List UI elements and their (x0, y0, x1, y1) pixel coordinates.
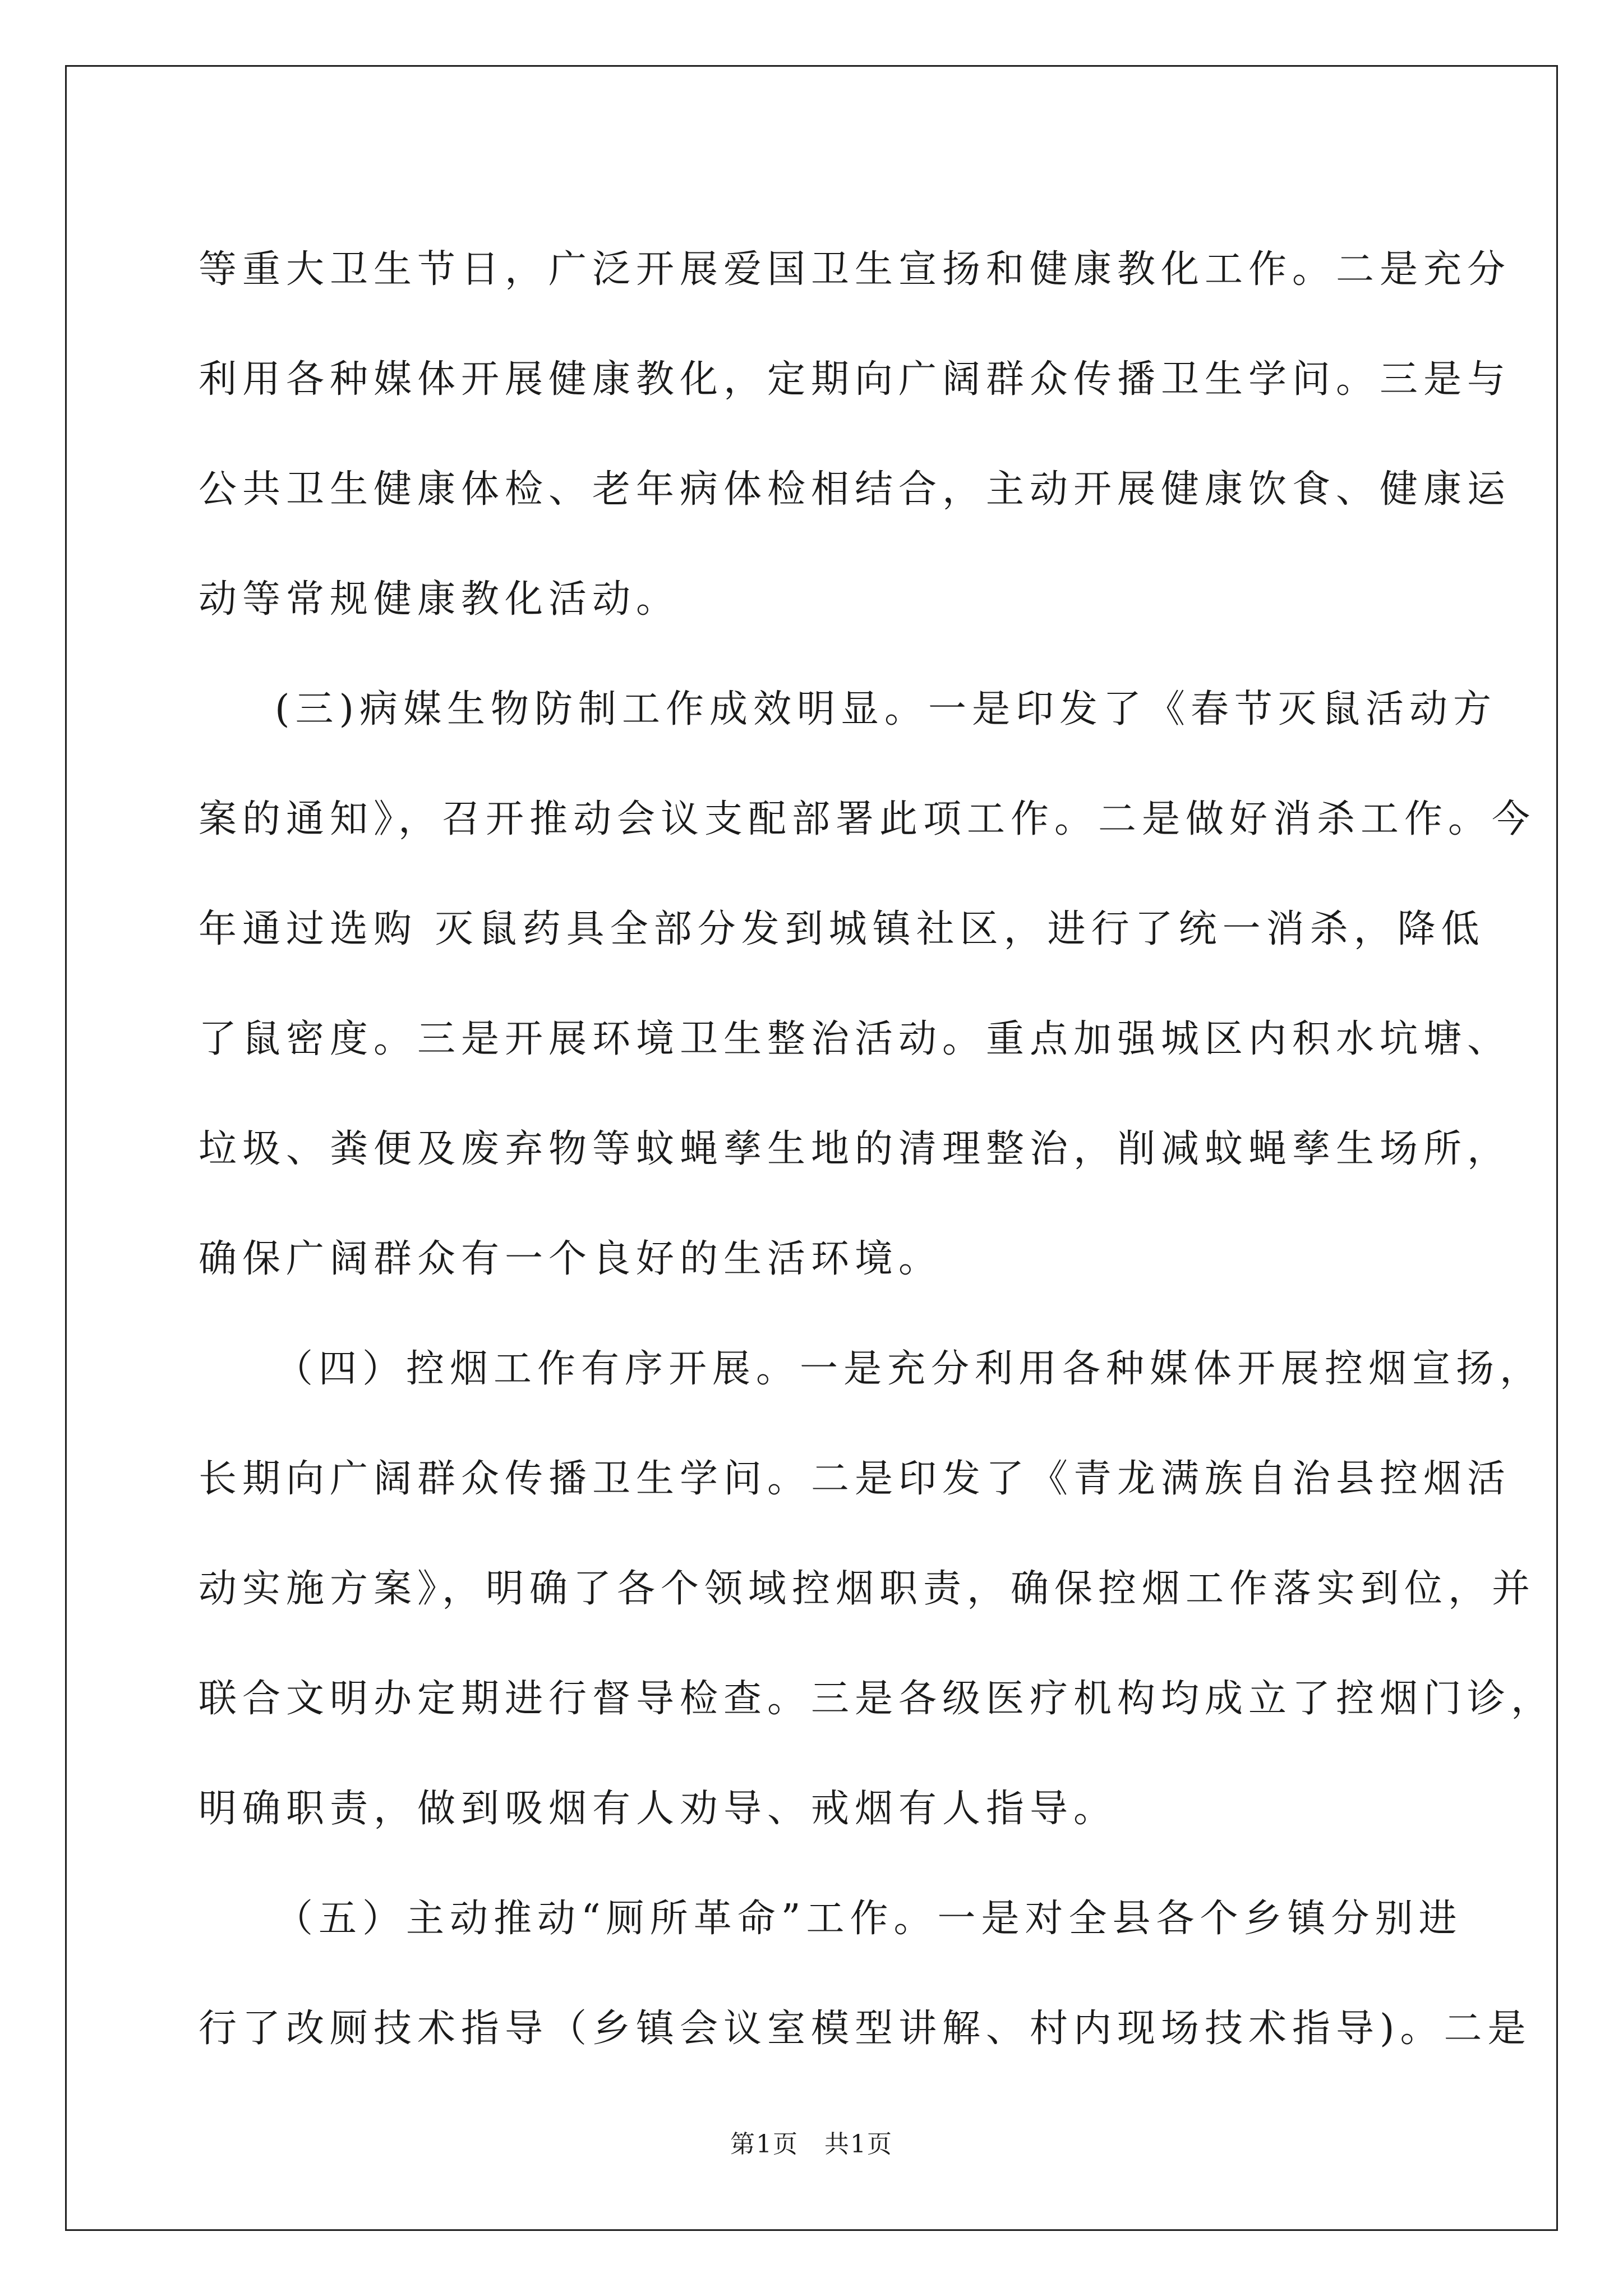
text-line: （五）主动推动“厕所革命”工作。一是对全县各个乡镇分别进 (275, 1897, 1463, 1941)
text-line: 垃圾、粪便及废弃物等蚊蝇孳生地的清理整治，削减蚊蝇孳生场所， (199, 1127, 1511, 1171)
text-line: 公共卫生健康体检、老年病体检相结合，主动开展健康饮食、健康运 (199, 467, 1511, 512)
paragraph-1 (199, 215, 1511, 655)
paragraph-4 (199, 1864, 1532, 2084)
text-line: （四）控烟工作有序开展。一是充分利用各种媒体开展控烟宣扬， (275, 1347, 1544, 1391)
text-line: (三)病媒生物防制工作成效明显。一是印发了《春节灭鼠活动方 (275, 687, 1497, 731)
text-line: 案的通知》，召开推动会议支配部署此项工作。二是做好消杀工作。今 (199, 797, 1536, 841)
document-body (199, 215, 1555, 2084)
text-line: 联合文明办定期进行督导检查。三是各级医疗机构均成立了控烟门诊， (199, 1677, 1555, 1721)
paragraph-2 (199, 655, 1536, 1314)
page-footer: 第1页 共1页 (730, 2130, 893, 2159)
text-line: 确保广阔群众有一个良好的生活环境。 (199, 1237, 943, 1281)
text-line: 明确职责，做到吸烟有人劝导、戒烟有人指导。 (199, 1787, 1118, 1831)
text-line: 了鼠密度。三是开展环境卫生整治活动。重点加强城区内积水坑塘、 (199, 1017, 1511, 1061)
text-line: 长期向广阔群众传播卫生学问。二是印发了《青龙满族自治县控烟活 (199, 1457, 1511, 1501)
text-line: 等重大卫生节日，广泛开展爱国卫生宣扬和健康教化工作。二是充分 (199, 247, 1511, 292)
text-line: 行了改厕技术指导（乡镇会议室模型讲解、村内现场技术指导)。二是 (199, 2007, 1532, 2051)
paragraph-3 (199, 1314, 1555, 1864)
text-line: 动等常规健康教化活动。 (199, 577, 680, 622)
text-line: 动实施方案》，明确了各个领域控烟职责，确保控烟工作落实到位，并 (199, 1567, 1536, 1611)
text-line: 年通过选购 灭鼠药具全部分发到城镇社区，进行了统一消杀，降低 (199, 907, 1485, 951)
text-line: 利用各种媒体开展健康教化，定期向广阔群众传播卫生学问。三是与 (199, 357, 1511, 402)
